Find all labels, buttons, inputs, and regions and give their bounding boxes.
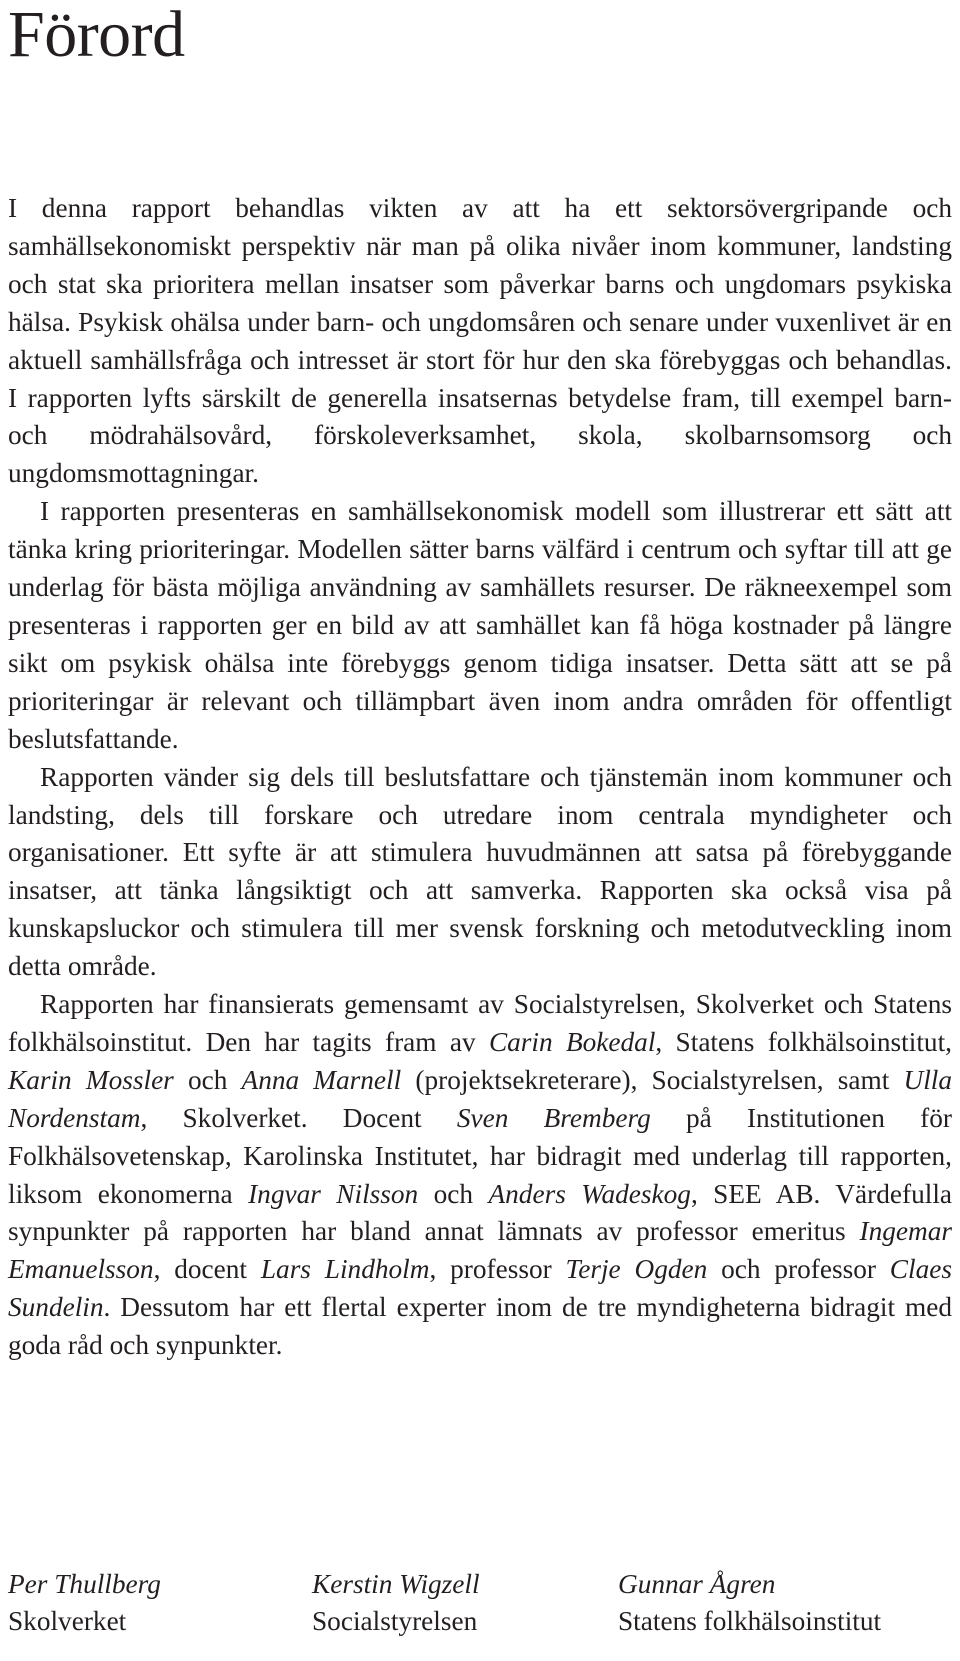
document-body xyxy=(8,190,952,1365)
signature-organization: Socialstyrelsen xyxy=(312,1606,478,1636)
page-title: Förord xyxy=(8,0,185,71)
signature-organization: Skolverket xyxy=(8,1606,127,1636)
person-name: Ingemar Emanuelsson xyxy=(8,1216,952,1285)
person-name: Ingvar Nilsson xyxy=(248,1178,419,1209)
text-run: , Statens folkhälsoinstitut, xyxy=(655,1026,952,1057)
signature-2 xyxy=(312,1566,480,1640)
text-run: på Institutionen för Folkhälsovetenskap, Karolinska Institutet, har bidragit med underlag till rapporten, liksom ekonomerna xyxy=(8,1102,952,1209)
person-name: Terje Ogden xyxy=(565,1254,708,1285)
person-name: Ulla Nordenstam xyxy=(8,1064,953,1133)
signature-organization: Statens folkhälsoinstitut xyxy=(618,1606,882,1636)
signature-3 xyxy=(618,1566,881,1640)
paragraph xyxy=(8,190,952,493)
signature-name: Kerstin Wigzell xyxy=(312,1569,480,1599)
text-run: och xyxy=(418,1178,489,1209)
text-run: Rapporten vänder sig dels till beslutsfattare och tjänstemän inom kommuner och landsting, dels till forskare och utredare inom centrala myndigheter och organisationer. Ett syfte är att stimulera huvudmännen att satsa på förebyggande insatser, att tänka långsiktigt och att samverka. Rapporten ska också visa på kunskapsluckor och stimulera till mer svensk forskning och metodutveckling inom detta område. xyxy=(8,761,952,982)
person-name: Anna Marnell xyxy=(241,1064,402,1095)
text-run: I rapporten presenteras en samhällsekonomisk modell som illustrerar ett sätt att tänka kring prioriteringar. Modellen sätter barns välfärd i centrum och syftar till att ge underlag för bästa möjliga användning av samhällets resurser. De räkneexempel som presenteras i rapporten ger en bild av att samhället kan få höga kostnader på längre sikt om psykisk ohälsa inte förebyggs genom tidiga insatser. Detta sätt att se på prioriteringar är relevant och tillämpbart även inom andra områden för offentligt beslutsfattande. xyxy=(8,496,952,754)
text-run: , SEE AB. Värdefulla synpunkter på rapporten har bland annat lämnats av professor emeritus xyxy=(8,1178,953,1247)
signature-1 xyxy=(8,1566,161,1640)
paragraph xyxy=(8,986,952,1365)
text-run: och professor xyxy=(707,1254,890,1285)
text-run: , professor xyxy=(429,1254,566,1285)
text-run: (projektsekreterare), Socialstyrelsen, samt xyxy=(401,1064,904,1095)
person-name: Lars Lindholm xyxy=(260,1254,430,1285)
person-name: Carin Bokedal xyxy=(488,1026,656,1057)
person-name: Karin Mossler xyxy=(8,1064,174,1095)
paragraph xyxy=(8,493,952,758)
person-name: Sven Bremberg xyxy=(456,1102,651,1133)
text-run: och xyxy=(173,1064,242,1095)
text-run: I denna rapport behandlas vikten av att ha ett sektorsövergripande och samhällsekonomiskt perspektiv när man på olika nivåer inom kommuner, landsting och stat ska prioritera mellan insatser som påverkar barns och ungdomars psykiska hälsa. Psykisk ohälsa under barn- och ungdomsåren och senare under vuxenlivet är en aktuell samhällsfråga och intresset är stort för hur den ska förebyggas och behandlas. I rapporten lyfts särskilt de generella insatsernas betydelse fram, till exempel barn- och mödrahälsovård, förskoleverksamhet, skola, skolbarnsomsorg och ungdomsmottagningar. xyxy=(8,193,952,489)
signature-name: Per Thullberg xyxy=(8,1569,161,1599)
paragraph xyxy=(8,759,952,986)
text-run: , Skolverket. Docent xyxy=(140,1102,457,1133)
person-name: Anders Wadeskog xyxy=(488,1178,691,1209)
signature-name: Gunnar Ågren xyxy=(618,1569,776,1599)
text-run: Rapporten har finansierats gemensamt av Socialstyrelsen, Skolverket och Statens folkhälsoinstitut. Den har tagits fram av xyxy=(8,989,952,1057)
person-name: Claes Sundelin xyxy=(8,1254,952,1323)
text-run: . Dessutom har ett flertal experter inom de tre myndigheterna bidragit med goda råd och synpunkter. xyxy=(8,1292,952,1361)
text-run: , docent xyxy=(153,1254,261,1285)
